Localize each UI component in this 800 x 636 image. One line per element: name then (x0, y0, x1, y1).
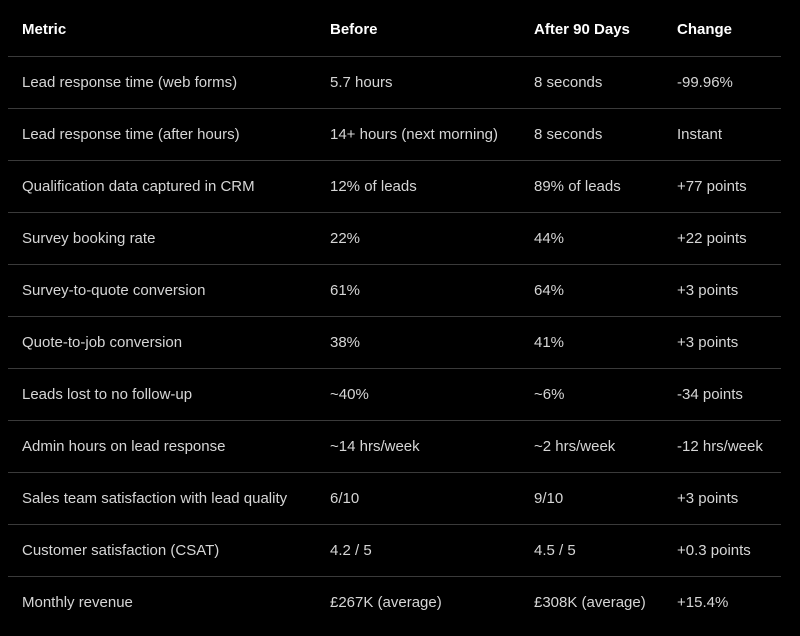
table-row (8, 368, 781, 420)
cell-metric: Quote-to-job conversion (8, 316, 316, 368)
cell-change: +22 points (663, 212, 781, 264)
cell-metric: Admin hours on lead response (8, 420, 316, 472)
table-row (8, 56, 781, 108)
table-row (8, 316, 781, 368)
cell-before: 6/10 (316, 472, 520, 524)
cell-change: +3 points (663, 472, 781, 524)
cell-metric: Survey booking rate (8, 212, 316, 264)
cell-metric: Leads lost to no follow-up (8, 368, 316, 420)
cell-before: 22% (316, 212, 520, 264)
cell-after: 41% (520, 316, 663, 368)
header-metric: Metric (8, 0, 316, 56)
cell-after: 9/10 (520, 472, 663, 524)
header-before: Before (316, 0, 520, 56)
cell-after: 89% of leads (520, 160, 663, 212)
table-row (8, 160, 781, 212)
table-row (8, 264, 781, 316)
table-row (8, 472, 781, 524)
cell-change: -34 points (663, 368, 781, 420)
header-change: Change (663, 0, 781, 56)
cell-change: +3 points (663, 316, 781, 368)
cell-metric: Sales team satisfaction with lead quality (8, 472, 316, 524)
table-row (8, 576, 781, 628)
table-header-row (8, 0, 781, 56)
cell-metric: Survey-to-quote conversion (8, 264, 316, 316)
cell-change: Instant (663, 108, 781, 160)
table-row (8, 108, 781, 160)
metrics-comparison-table (8, 0, 781, 628)
cell-after: 44% (520, 212, 663, 264)
cell-change: +0.3 points (663, 524, 781, 576)
table-row (8, 420, 781, 472)
cell-metric: Lead response time (web forms) (8, 56, 316, 108)
cell-after: £308K (average) (534, 593, 646, 611)
cell-before: 14+ hours (next morning) (316, 108, 520, 160)
cell-after: 8 seconds (520, 108, 663, 160)
cell-before: ~14 hrs/week (316, 420, 520, 472)
cell-before: 61% (316, 264, 520, 316)
cell-before: £267K (average) (330, 593, 442, 611)
cell-after: 8 seconds (520, 56, 663, 108)
table-row (8, 212, 781, 264)
cell-metric: Qualification data captured in CRM (8, 160, 316, 212)
cell-metric: Customer satisfaction (CSAT) (8, 524, 316, 576)
cell-change: +15.4% (677, 593, 729, 611)
cell-before: 4.2 / 5 (316, 524, 520, 576)
cell-change: +3 points (663, 264, 781, 316)
cell-before: 5.7 hours (316, 56, 520, 108)
cell-after: ~2 hrs/week (520, 420, 663, 472)
cell-before: 38% (316, 316, 520, 368)
cell-after: ~6% (520, 368, 663, 420)
cell-before: ~40% (316, 368, 520, 420)
cell-change: +77 points (663, 160, 781, 212)
cell-after: 64% (520, 264, 663, 316)
cell-metric: Lead response time (after hours) (8, 108, 316, 160)
table-row (8, 524, 781, 576)
cell-change: -99.96% (663, 56, 781, 108)
cell-after: 4.5 / 5 (520, 524, 663, 576)
cell-change: -12 hrs/week (663, 420, 781, 472)
cell-metric: Monthly revenue (22, 593, 133, 611)
header-after-90-days: After 90 Days (520, 0, 663, 56)
cell-before: 12% of leads (316, 160, 520, 212)
